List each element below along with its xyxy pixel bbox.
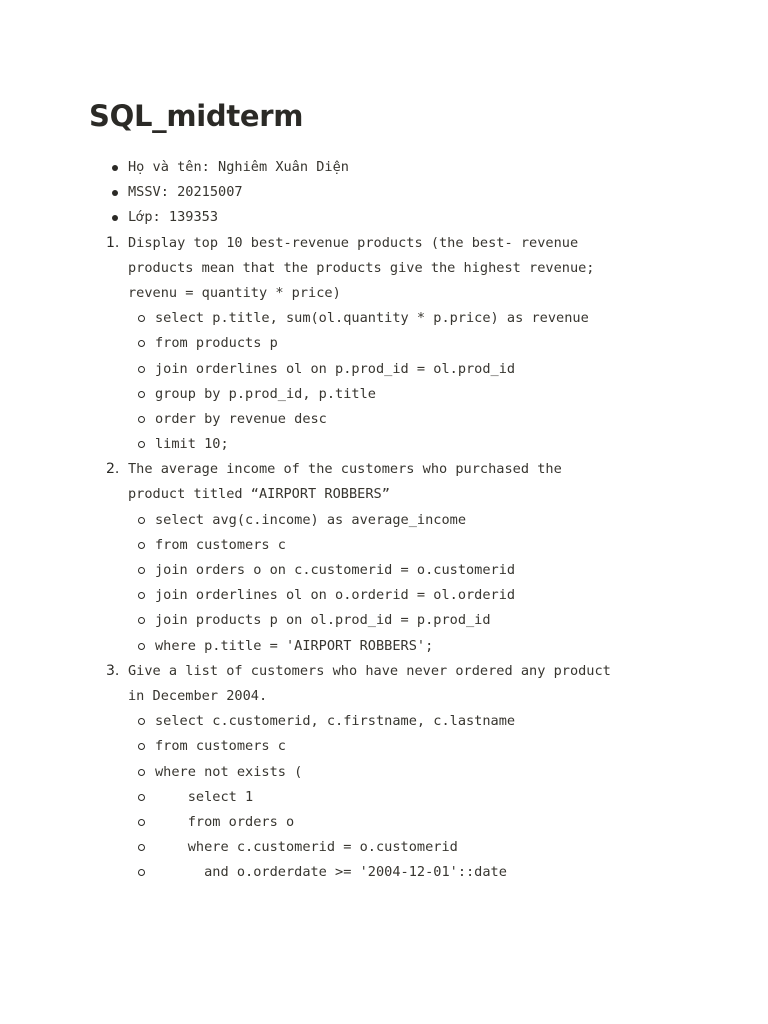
sql-text: from orders o	[155, 813, 295, 830]
bullet-icon	[112, 165, 118, 171]
sql-line	[0, 407, 768, 432]
circle-bullet-icon	[138, 315, 145, 322]
sql-line	[0, 508, 768, 533]
question-1-line	[0, 256, 768, 281]
circle-bullet-icon	[138, 366, 145, 373]
sql-line	[0, 608, 768, 633]
circle-bullet-icon	[138, 743, 145, 750]
circle-bullet-icon	[138, 643, 145, 650]
sql-line	[0, 785, 768, 810]
sql-text: from customers c	[155, 738, 286, 755]
question-1-line	[0, 281, 768, 306]
sql-line	[0, 835, 768, 860]
sql-line	[0, 558, 768, 583]
info-mssv-text: MSSV: 20215007	[128, 184, 243, 201]
sql-line	[0, 432, 768, 457]
sql-text: from products p	[155, 335, 278, 352]
circle-bullet-icon	[138, 416, 145, 423]
sql-text: join orderlines ol on p.prod_id = ol.prod_id	[155, 360, 516, 377]
sql-line	[0, 306, 768, 331]
circle-bullet-icon	[138, 517, 145, 524]
sql-line	[0, 357, 768, 382]
sql-line	[0, 634, 768, 659]
circle-bullet-icon	[138, 340, 145, 347]
sql-line	[0, 734, 768, 759]
sql-line	[0, 533, 768, 558]
circle-bullet-icon	[138, 592, 145, 599]
sql-line	[0, 860, 768, 885]
sql-line	[0, 810, 768, 835]
sql-text: select c.customerid, c.firstname, c.lastname	[155, 713, 516, 730]
info-name-text: Họ và tên: Nghiêm Xuân Diện	[128, 159, 349, 175]
sql-line	[0, 583, 768, 608]
info-item-mssv	[0, 180, 768, 205]
page-title: SQL_midterm	[89, 99, 304, 133]
question-2-line	[0, 457, 768, 482]
bullet-icon	[112, 215, 118, 221]
sql-text: from customers c	[155, 536, 286, 553]
circle-bullet-icon	[138, 567, 145, 574]
question-3-line	[0, 659, 768, 684]
circle-bullet-icon	[138, 794, 145, 801]
sql-text: join products p on ol.prod_id = p.prod_id	[155, 612, 491, 629]
sql-text: select avg(c.income) as average_income	[155, 511, 466, 528]
circle-bullet-icon	[138, 542, 145, 549]
question-3-number: 3.	[106, 662, 120, 679]
question-2-text: product titled “AIRPORT ROBBERS”	[128, 486, 390, 503]
sql-line	[0, 331, 768, 356]
sql-text: join orders o on c.customerid = o.customerid	[155, 562, 516, 578]
circle-bullet-icon	[138, 617, 145, 624]
sql-text: where not exists (	[155, 763, 303, 780]
sql-text: limit 10;	[155, 436, 229, 453]
sql-text: order by revenue desc	[155, 410, 327, 427]
question-3-text: Give a list of customers who have never ordered any product	[128, 662, 611, 679]
info-class-text: Lớp: 139353	[128, 209, 219, 226]
question-2-number: 2.	[106, 461, 120, 478]
bullet-icon	[112, 190, 118, 196]
sql-text: group by p.prod_id, p.title	[155, 385, 376, 402]
circle-bullet-icon	[138, 441, 145, 448]
sql-text: and o.orderdate >= '2004-12-01'::date	[155, 864, 507, 881]
question-1-number: 1.	[106, 234, 120, 251]
circle-bullet-icon	[138, 869, 145, 876]
sql-line	[0, 382, 768, 407]
sql-line	[0, 709, 768, 734]
question-3-text: in December 2004.	[128, 687, 268, 704]
question-3-line	[0, 684, 768, 709]
circle-bullet-icon	[138, 844, 145, 851]
question-1-text: products mean that the products give the highest revenue;	[128, 259, 595, 276]
sql-text: join orderlines ol on o.orderid = ol.orderid	[155, 587, 516, 604]
question-1-text: Display top 10 best-revenue products (the best- revenue	[128, 234, 579, 251]
circle-bullet-icon	[138, 718, 145, 725]
sql-text: select p.title, sum(ol.quantity * p.price) as revenue	[155, 310, 589, 327]
sql-text: select 1	[155, 788, 254, 805]
circle-bullet-icon	[138, 819, 145, 826]
info-item-name	[0, 155, 768, 180]
circle-bullet-icon	[138, 769, 145, 776]
sql-text: where c.customerid = o.customerid	[155, 839, 458, 856]
sql-text: where p.title = 'AIRPORT ROBBERS';	[155, 637, 434, 654]
circle-bullet-icon	[138, 391, 145, 398]
document-body	[0, 155, 768, 885]
sql-line	[0, 760, 768, 785]
question-1-line	[0, 231, 768, 256]
info-item-class	[0, 205, 768, 230]
question-2-line	[0, 482, 768, 507]
question-1-text: revenu = quantity * price)	[128, 284, 341, 301]
question-2-text: The average income of the customers who purchased the	[128, 461, 562, 478]
